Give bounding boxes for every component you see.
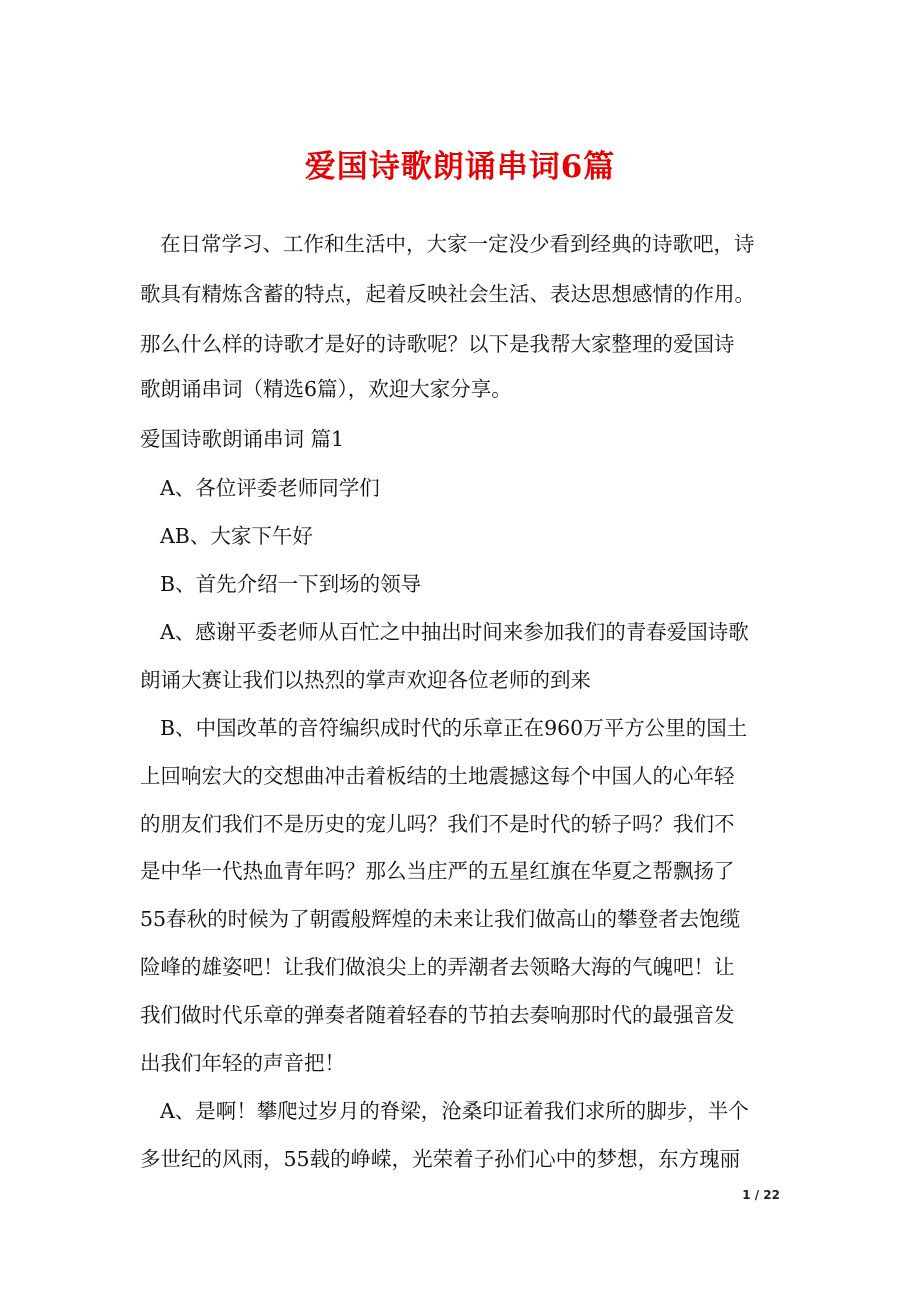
paragraph-line: 险峰的雄姿吧！让我们做浪尖上的弄潮者去领略大海的气魄吧！让	[140, 955, 735, 979]
paragraph-line: 是中华一代热血青年吗？那么当庄严的五星红旗在华夏之帮飘扬了	[140, 859, 735, 883]
paragraph-line: B、中国改革的音符编织成时代的乐章正在960万平方公里的国土	[160, 716, 748, 740]
paragraph-line: 歌具有精炼含蓄的特点，起着反映社会生活、表达思想感情的作用。	[140, 282, 755, 306]
paragraph-line: 多世纪的风雨，55载的峥嵘，光荣着子孙们心中的梦想，东方瑰丽	[140, 1147, 741, 1171]
paragraph-line: 55春秋的时候为了朝霞般辉煌的未来让我们做高山的攀登者去饱缆	[140, 907, 741, 931]
paragraph-line: AB、大家下午好	[160, 524, 313, 548]
paragraph-line: B、首先介绍一下到场的领导	[160, 572, 422, 596]
paragraph-line: 朗诵大赛让我们以热烈的掌声欢迎各位老师的到来	[140, 668, 591, 692]
paragraph-line: 在日常学习、工作和生活中，大家一定没少看到经典的诗歌吧，诗	[160, 232, 755, 256]
paragraph-line: 的朋友们我们不是历史的宠儿吗？我们不是时代的轿子吗？我们不	[140, 812, 735, 836]
paragraph-line: 那么什么样的诗歌才是好的诗歌呢？以下是我帮大家整理的爱国诗	[140, 332, 735, 356]
paragraph-line: 出我们年轻的声音把！	[140, 1051, 345, 1075]
paragraph-line: A、感谢平委老师从百忙之中抽出时间来参加我们的青春爱国诗歌	[160, 620, 749, 644]
document-title: 爱国诗歌朗诵串词6篇	[304, 149, 616, 185]
paragraph-line: 上回响宏大的交想曲冲击着板结的土地震撼这每个中国人的心年轻	[140, 764, 735, 788]
paragraph-line: A、是啊！攀爬过岁月的脊梁，沧桑印证着我们求所的脚步，半个	[160, 1099, 749, 1123]
paragraph-line: 歌朗诵串词（精选6篇），欢迎大家分享。	[140, 377, 512, 401]
page-number: 1 / 22	[742, 1188, 780, 1202]
paragraph-line: A、各位评委老师同学们	[160, 476, 380, 500]
section-heading: 爱国诗歌朗诵串词 篇1	[140, 427, 345, 451]
paragraph-line: 我们做时代乐章的弹奏者随着轻春的节拍去奏响那时代的最强音发	[140, 1003, 735, 1027]
